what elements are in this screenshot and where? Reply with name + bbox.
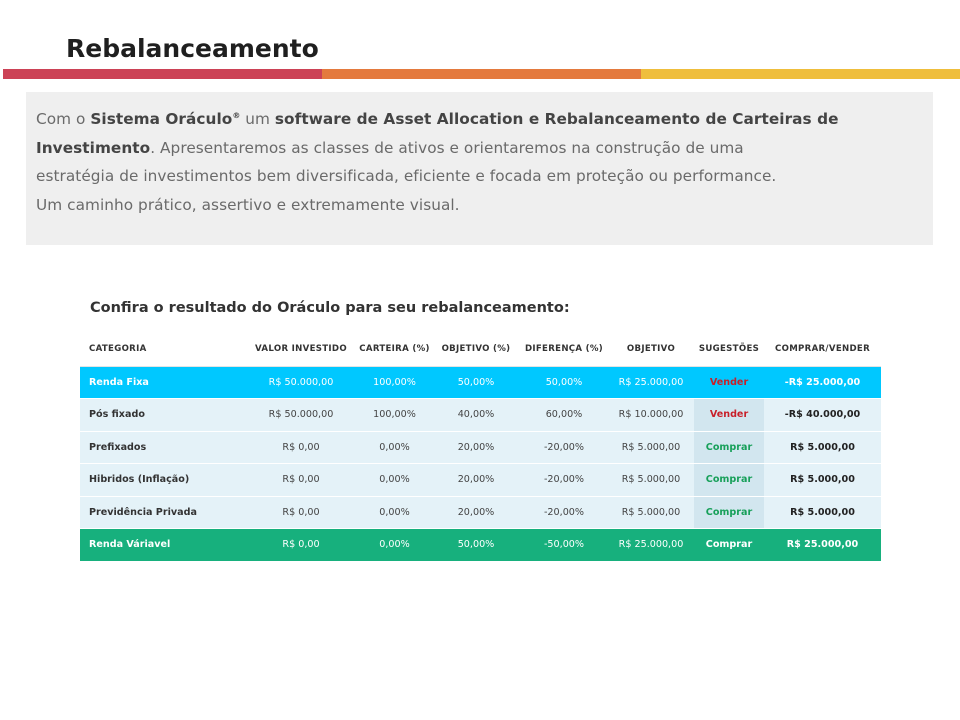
table-row-renda-fixa xyxy=(80,366,881,399)
cell-portfolio: 0,00% xyxy=(357,431,432,464)
col-header: OBJETIVO (%) xyxy=(432,333,520,366)
rebalance-table xyxy=(80,333,881,562)
cell-value: R$ 0,00 xyxy=(245,529,357,562)
color-bar-yellow xyxy=(641,69,960,79)
col-header: VALOR INVESTIDO xyxy=(245,333,357,366)
intro-line-1 xyxy=(36,102,921,134)
cell-suggestion: Comprar xyxy=(694,464,764,497)
cell-difference: -20,00% xyxy=(520,496,608,529)
cell-target: R$ 5.000,00 xyxy=(608,496,694,529)
cell-category: Prefixados xyxy=(80,431,245,464)
cell-target-pct: 20,00% xyxy=(432,496,520,529)
table-row-renda-variavel xyxy=(80,529,881,562)
cell-value: R$ 0,00 xyxy=(245,464,357,497)
color-bar xyxy=(3,69,960,79)
intro-text: Com o xyxy=(36,110,91,129)
cell-value: R$ 50.000,00 xyxy=(245,399,357,432)
cell-target-pct: 40,00% xyxy=(432,399,520,432)
result-heading: Confira o resultado do Oráculo para seu rebalanceamento: xyxy=(90,300,570,316)
table-header-row xyxy=(80,333,881,366)
table-row-hibridos xyxy=(80,464,881,497)
intro-bold-software: software de Asset Allocation e Rebalanceamento de Carteiras de xyxy=(274,110,839,129)
cell-category: Previdência Privada xyxy=(80,496,245,529)
cell-buy-sell: -R$ 40.000,00 xyxy=(764,399,881,432)
cell-target: R$ 10.000,00 xyxy=(608,399,694,432)
cell-difference: -50,00% xyxy=(520,529,608,562)
cell-difference: -20,00% xyxy=(520,431,608,464)
cell-portfolio: 0,00% xyxy=(357,529,432,562)
col-header: CATEGORIA xyxy=(80,333,245,366)
intro-line-4: Um caminho prático, assertivo e extremamente visual. xyxy=(36,195,460,214)
cell-portfolio: 0,00% xyxy=(357,496,432,529)
cell-suggestion: Vender xyxy=(694,366,764,399)
cell-target-pct: 20,00% xyxy=(432,464,520,497)
col-header: OBJETIVO xyxy=(608,333,694,366)
cell-target-pct: 50,00% xyxy=(432,366,520,399)
intro-box xyxy=(26,92,933,245)
color-bar-orange xyxy=(322,69,641,79)
cell-suggestion: Vender xyxy=(694,399,764,432)
cell-difference: 60,00% xyxy=(520,399,608,432)
cell-target: R$ 5.000,00 xyxy=(608,431,694,464)
cell-target: R$ 25.000,00 xyxy=(608,529,694,562)
col-header: DIFERENÇA (%) xyxy=(520,333,608,366)
cell-target: R$ 25.000,00 xyxy=(608,366,694,399)
col-header: COMPRAR/VENDER xyxy=(764,333,881,366)
cell-suggestion: Comprar xyxy=(694,431,764,464)
cell-category: Pós fixado xyxy=(80,399,245,432)
registered-mark: ® xyxy=(232,111,241,120)
table-row-previdencia xyxy=(80,496,881,529)
cell-value: R$ 0,00 xyxy=(245,496,357,529)
intro-text: . Apresentaremos as classes de ativos e orientaremos na construção de uma xyxy=(150,138,744,157)
color-bar-red xyxy=(3,69,322,79)
cell-suggestion: Comprar xyxy=(694,496,764,529)
cell-buy-sell: R$ 5.000,00 xyxy=(764,496,881,529)
slide-title: Rebalanceamento xyxy=(66,34,319,63)
cell-value: R$ 0,00 xyxy=(245,431,357,464)
intro-text: um xyxy=(240,110,275,129)
cell-value: R$ 50.000,00 xyxy=(245,366,357,399)
cell-category: Renda Fixa xyxy=(80,366,245,399)
cell-buy-sell: R$ 25.000,00 xyxy=(764,529,881,562)
cell-portfolio: 100,00% xyxy=(357,399,432,432)
col-header: SUGESTÕES xyxy=(694,333,764,366)
intro-bold-system: Sistema Oráculo xyxy=(90,110,233,129)
cell-buy-sell: -R$ 25.000,00 xyxy=(764,366,881,399)
cell-difference: -20,00% xyxy=(520,464,608,497)
cell-target-pct: 20,00% xyxy=(432,431,520,464)
cell-target: R$ 5.000,00 xyxy=(608,464,694,497)
intro-line-3: estratégia de investimentos bem diversificada, eficiente e focada em proteção ou performance. xyxy=(36,167,777,186)
cell-category: Renda Váriavel xyxy=(80,529,245,562)
cell-target-pct: 50,00% xyxy=(432,529,520,562)
table-row-pos-fixado xyxy=(80,399,881,432)
cell-difference: 50,00% xyxy=(520,366,608,399)
cell-suggestion: Comprar xyxy=(694,529,764,562)
intro-line-2 xyxy=(36,134,921,163)
intro-bold-investimento: Investimento xyxy=(36,138,151,157)
cell-buy-sell: R$ 5.000,00 xyxy=(764,431,881,464)
cell-category: Hibridos (Inflação) xyxy=(80,464,245,497)
col-header: CARTEIRA (%) xyxy=(357,333,432,366)
cell-portfolio: 0,00% xyxy=(357,464,432,497)
table-row-prefixados xyxy=(80,431,881,464)
cell-portfolio: 100,00% xyxy=(357,366,432,399)
cell-buy-sell: R$ 5.000,00 xyxy=(764,464,881,497)
